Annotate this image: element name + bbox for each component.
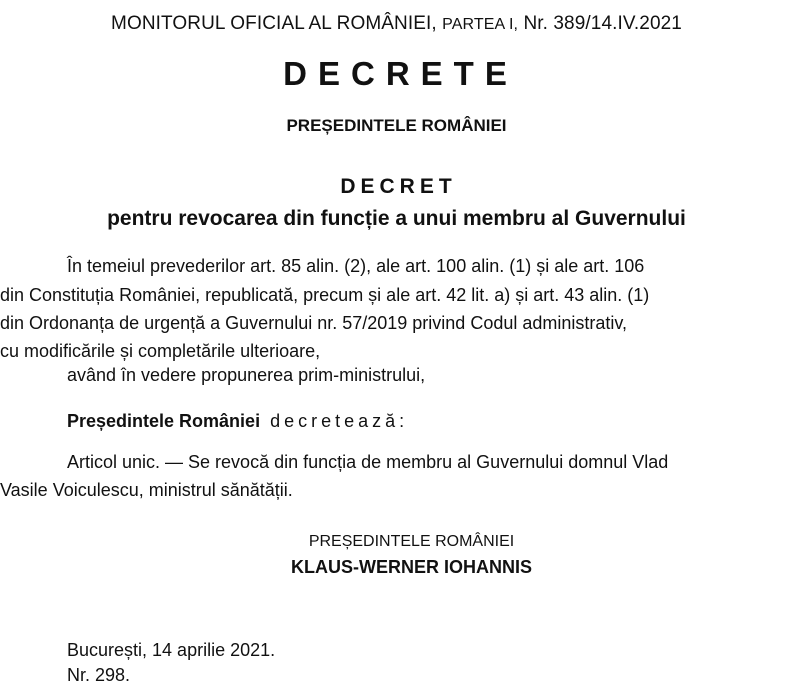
issue-number: Nr. 389/14.IV.2021	[523, 13, 682, 34]
gazette-header	[0, 13, 793, 35]
publication-part: PARTEA I,	[442, 16, 519, 33]
section-title: DECRETE	[283, 55, 518, 92]
signatory-role: PREȘEDINTELE ROMÂNIEI	[308, 533, 515, 550]
decree-title: DECRET	[340, 175, 457, 198]
preamble-line: având în vedere propunerea prim-ministrului,	[67, 365, 426, 385]
preamble-line: din Ordonanța de urgență a Guvernului nr. 57/2019 privind Codul administrativ,	[0, 313, 628, 333]
signatory-name: KLAUS-WERNER IOHANNIS	[291, 557, 532, 577]
place-date: București, 14 aprilie 2021.	[67, 640, 276, 660]
publication-name: MONITORUL OFICIAL AL ROMÂNIEI,	[111, 13, 437, 34]
decree-subtitle: pentru revocarea din funcție a unui membru al Guvernului	[107, 207, 686, 230]
preamble-line: În temeiul prevederilor art. 85 alin. (2), ale art. 100 alin. (1) și ale art. 106	[67, 256, 645, 276]
issuer-heading: PREȘEDINTELE ROMÂNIEI	[286, 116, 507, 135]
preamble-line: din Constituția României, republicată, precum și ale art. 42 lit. a) și art. 43 alin. (1)	[0, 285, 650, 305]
article-line: Articol unic. — Se revocă din funcția de membru al Guvernului domnul Vlad	[67, 452, 669, 472]
decrees-subject: Președintele României	[67, 411, 261, 431]
decrees-verb: decretează:	[270, 411, 409, 431]
article-line: Vasile Voiculescu, ministrul sănătății.	[0, 480, 293, 500]
decrees-statement	[67, 411, 408, 432]
preamble-line: cu modificările și completările ulterioare,	[0, 341, 321, 361]
decree-number: Nr. 298.	[67, 665, 131, 685]
